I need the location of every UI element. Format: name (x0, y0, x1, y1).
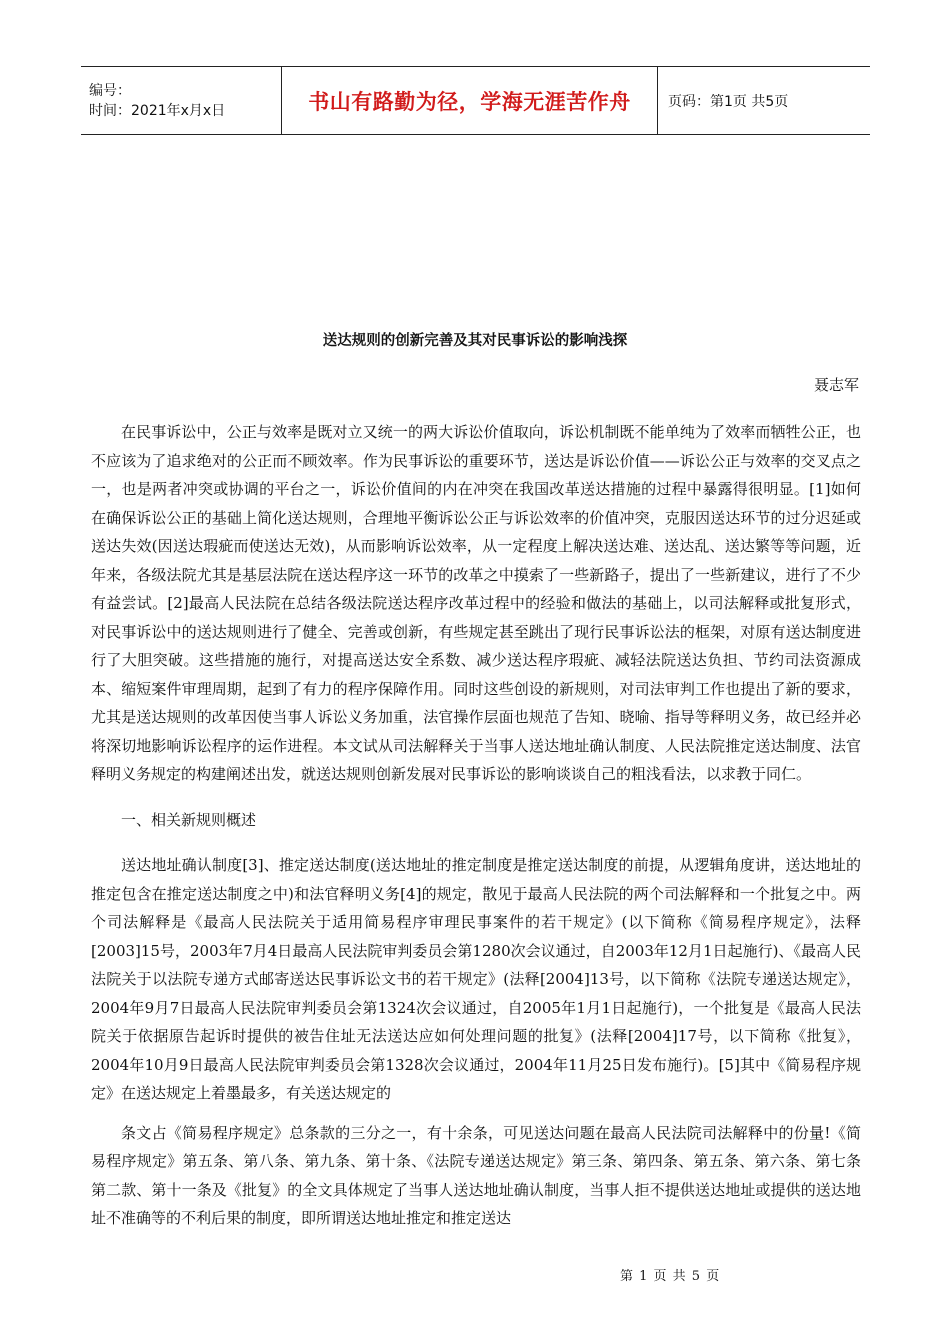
header-meta (81, 67, 282, 134)
paragraph-intro: 在民事诉讼中，公正与效率是既对立又统一的两大诉讼价值取向，诉讼机制既不能单纯为了效率而牺牲公正，也不应该为了追求绝对的公正而不顾效率。作为民事诉讼的重要环节，送达是诉讼价值——诉讼公正与效率的交叉点之一，也是两者冲突或协调的平台之一，诉讼价值间的内在冲突在我国改革送达措施的过程中暴露得很明显。[1]如何在确保诉讼公正的基础上简化送达规则，合理地平衡诉讼公正与诉讼效率的价值冲突，克服因送达环节的过分迟延或送达失效(因送达瑕疵而使送达无效)，从而影响诉讼效率，从一定程度上解决送达难、送达乱、送达繁等等问题，近年来，各级法院尤其是基层法院在送达程序这一环节的改革之中摸索了一些新路子，提出了一些新建议，进行了不少有益尝试。[2]最高人民法院在总结各级法院送达程序改革过程中的经验和做法的基础上，以司法解释或批复形式，对民事诉讼中的送达规则进行了健全、完善或创新，有些规定甚至跳出了现行民事诉讼法的框架，对原有送达制度进行了大胆突破。这些措施的施行，对提高送达安全系数、减少送达程序瑕疵、减轻法院送达负担、节约司法资源成本、缩短案件审理周期，起到了有力的程序保障作用。同时这些创设的新规则，对司法审判工作也提出了新的要求，尤其是送达规则的改革因使当事人诉讼义务加重，法官操作层面也规范了告知、晓喻、指导等释明义务，故已经并必将深切地影响诉讼程序的运作进程。本文试从司法解释关于当事人送达地址确认制度、人民法院推定送达制度、法官释明义务规定的构建阐述出发，就送达规则创新发展对民事诉讼的影响谈谈自己的粗浅看法，以求教于同仁。 (91, 423, 861, 783)
header-motto: 书山有路勤为径，学海无涯苦作舟 (282, 67, 658, 134)
section-heading: 一、相关新规则概述 (121, 810, 257, 829)
document-author: 聂志军 (813, 376, 859, 394)
document-title: 送达规则的创新完善及其对民事诉讼的影响浅探 (322, 333, 628, 349)
document-body (91, 418, 861, 1244)
header-page-info: 页码：第1页 共5页 (668, 93, 789, 110)
page-footer: 第 1 页 共 5 页 (620, 1269, 721, 1284)
page-header (81, 66, 870, 135)
document-number-label: 编号： (89, 82, 131, 99)
document-date: 时间：2021年x月x日 (89, 102, 226, 119)
paragraph-overview: 送达地址确认制度[3]、推定送达制度(送达地址的推定制度是推定送达制度的前提，从逻辑角度讲，送达地址的推定包含在推定送达制度之中)和法官释明义务[4]的规定，散见于最高人民法院的两个司法解释和一个批复之中。两个司法解释是《最高人民法院关于适用简易程序审理民事案件的若干规定》(以下简称《简易程序规定》，法释[2003]15号，2003年7月4日最高人民法院审判委员会第1280次会议通过，自2003年12月1日起施行)、《最高人民法院关于以法院专递方式邮寄送达民事诉讼文书的若干规定》(法释[2004]13号，以下简称《法院专递送达规定》，2004年9月7日最高人民法院审判委员会第1324次会议通过，自2005年1月1日起施行)，一个批复是《最高人民法院关于依据原告起诉时提供的被告住址无法送达应如何处理问题的批复》(法释[2004]17号，以下简称《批复》，2004年10月9日最高人民法院审判委员会第1328次会议通过，2004年11月25日发布施行)。[5]其中《简易程序规定》在送达规定上着墨最多，有关送达规定的 (91, 856, 861, 1102)
paragraph-articles: 条文占《简易程序规定》总条款的三分之一，有十余条，可见送达问题在最高人民法院司法解释中的份量!《简易程序规定》第五条、第八条、第九条、第十条、《法院专递送达规定》第三条、第四条、第五条、第六条、第七条第二款、第十一条及《批复》的全文具体规定了当事人送达地址确认制度，当事人拒不提供送达地址或提供的送达地址不准确等的不利后果的制度，即所谓送达地址推定和推定送达 (91, 1123, 861, 1227)
